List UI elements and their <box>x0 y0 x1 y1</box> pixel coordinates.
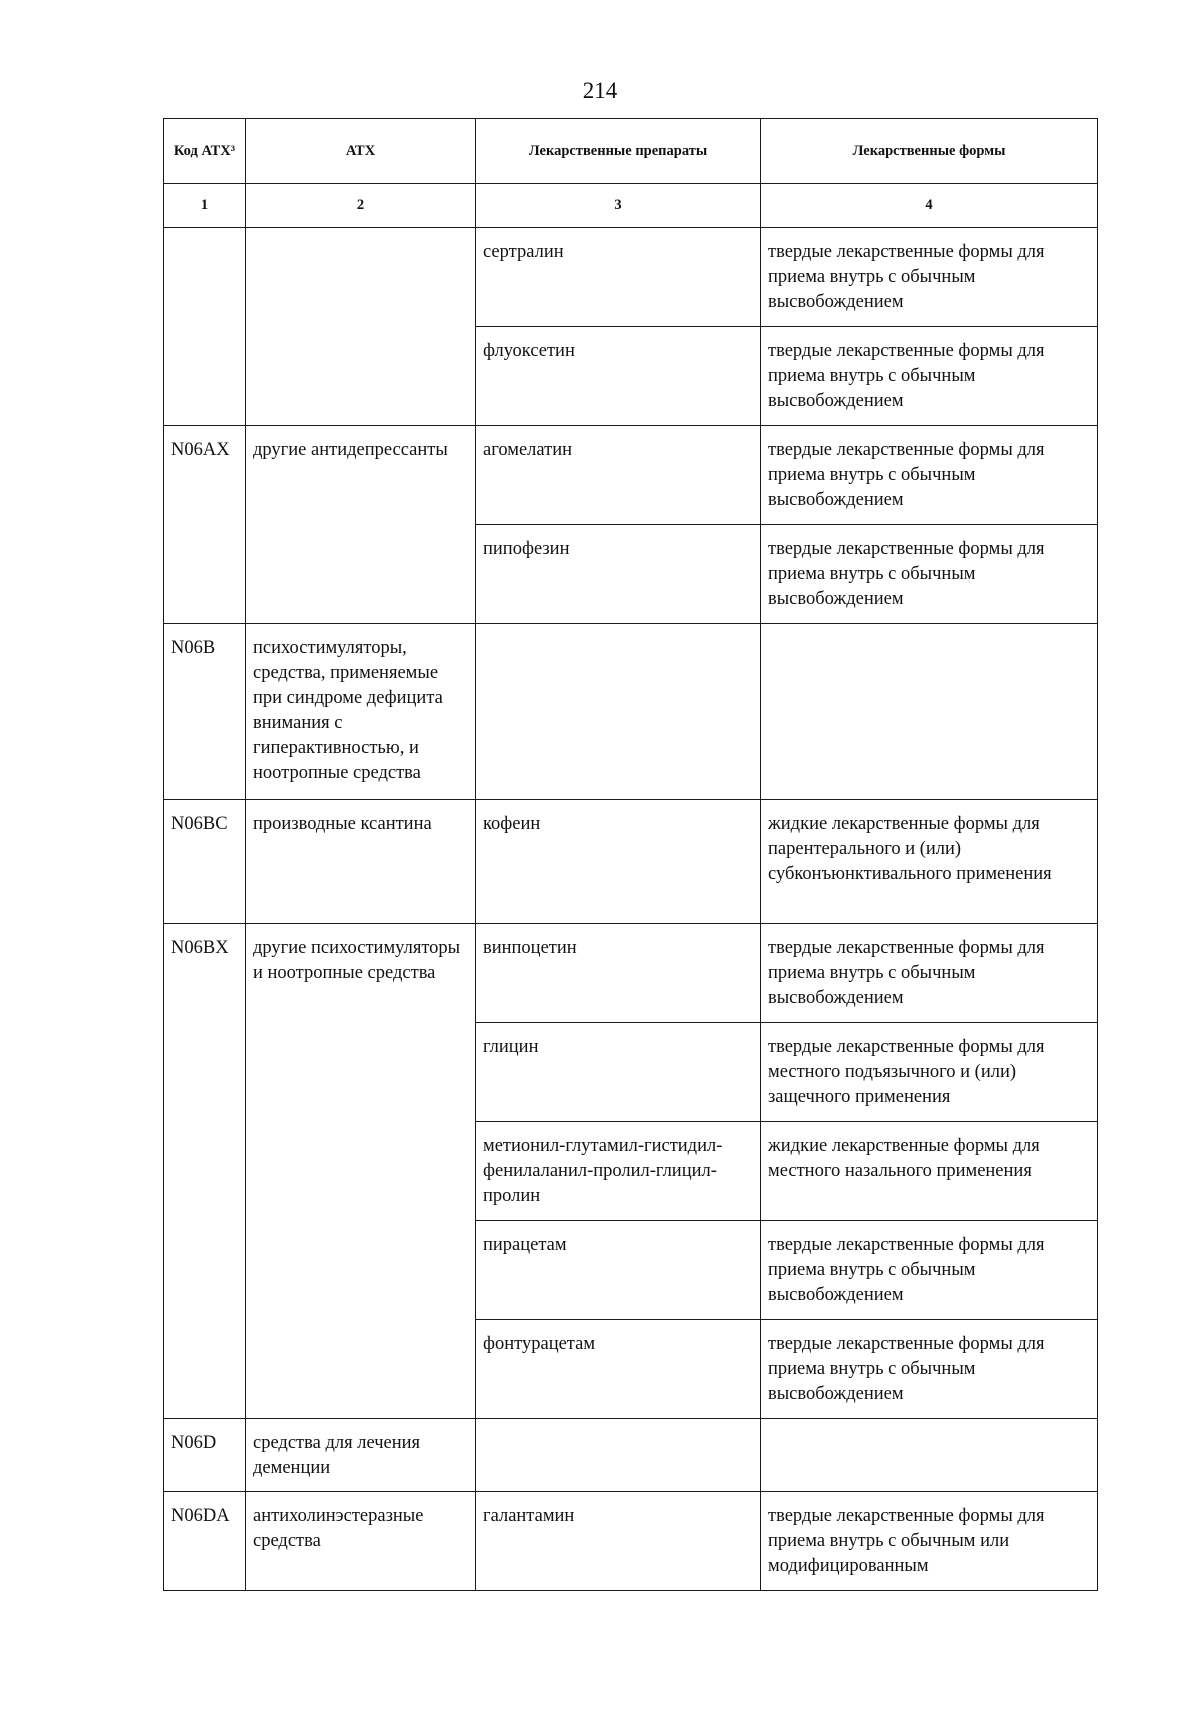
table-row <box>164 1419 1098 1492</box>
drug-cell: сертралин <box>476 228 761 327</box>
atc-cell-empty <box>246 228 476 426</box>
atc-drug-table <box>163 118 1098 1591</box>
drug-cell-empty <box>476 624 761 800</box>
header-code: Код АТХ³ <box>164 119 246 184</box>
form-cell: твердые лекарственные формы для приема внутрь с обычным высвобождением <box>761 1221 1098 1320</box>
drug-cell: фонтурацетам <box>476 1320 761 1419</box>
column-number-3: 3 <box>476 184 761 228</box>
code-cell: N06AX <box>164 426 246 624</box>
form-cell: твердые лекарственные формы для приема внутрь с обычным высвобождением <box>761 327 1098 426</box>
drug-cell: винпоцетин <box>476 924 761 1023</box>
drug-cell: пирацетам <box>476 1221 761 1320</box>
form-cell: твердые лекарственные формы для местного подъязычного и (или) защечного применения <box>761 1023 1098 1122</box>
table-row <box>164 624 1098 800</box>
form-cell: жидкие лекарственные формы для местного назального применения <box>761 1122 1098 1221</box>
form-cell-empty <box>761 1419 1098 1492</box>
table-row <box>164 924 1098 1023</box>
drug-cell: пипофезин <box>476 525 761 624</box>
drug-cell: галантамин <box>476 1492 761 1591</box>
form-cell: твердые лекарственные формы для приема внутрь с обычным высвобождением <box>761 1320 1098 1419</box>
form-cell: твердые лекарственные формы для приема внутрь с обычным высвобождением <box>761 924 1098 1023</box>
table-row <box>164 426 1098 525</box>
atc-cell: антихолинэстеразные средства <box>246 1492 476 1591</box>
drug-cell: кофеин <box>476 800 761 924</box>
atc-cell: другие антидепрессанты <box>246 426 476 624</box>
header-atc: АТХ <box>246 119 476 184</box>
drug-cell: флуоксетин <box>476 327 761 426</box>
drug-cell-empty <box>476 1419 761 1492</box>
table-row <box>164 228 1098 327</box>
form-cell: твердые лекарственные формы для приема внутрь с обычным высвобождением <box>761 426 1098 525</box>
form-cell-empty <box>761 624 1098 800</box>
table-row <box>164 800 1098 924</box>
drug-cell: агомелатин <box>476 426 761 525</box>
table-header-row <box>164 119 1098 184</box>
code-cell: N06DA <box>164 1492 246 1591</box>
code-cell: N06B <box>164 624 246 800</box>
drug-cell: глицин <box>476 1023 761 1122</box>
code-cell-empty <box>164 228 246 426</box>
form-cell: твердые лекарственные формы для приема внутрь с обычным высвобождением <box>761 228 1098 327</box>
atc-cell: средства для лечения деменции <box>246 1419 476 1492</box>
code-cell: N06D <box>164 1419 246 1492</box>
form-cell: твердые лекарственные формы для приема внутрь с обычным высвобождением <box>761 525 1098 624</box>
form-cell: твердые лекарственные формы для приема внутрь с обычным или модифицированным <box>761 1492 1098 1591</box>
column-number-2: 2 <box>246 184 476 228</box>
page-number: 214 <box>582 78 618 103</box>
atc-cell: психостимуляторы, средства, применяемые при синдроме дефицита внимания с гиперактивностью, и ноотропные средства <box>246 624 476 800</box>
atc-cell: другие психостимуляторы и ноотропные средства <box>246 924 476 1419</box>
drug-cell: метионил-глутамил-гистидил-фенилаланил-пролил-глицил-пролин <box>476 1122 761 1221</box>
column-number-1: 1 <box>164 184 246 228</box>
column-number-row <box>164 184 1098 228</box>
code-cell: N06BX <box>164 924 246 1419</box>
header-forms: Лекарственные формы <box>761 119 1098 184</box>
code-cell: N06BC <box>164 800 246 924</box>
table-row <box>164 1492 1098 1591</box>
header-drugs: Лекарственные препараты <box>476 119 761 184</box>
column-number-4: 4 <box>761 184 1098 228</box>
form-cell: жидкие лекарственные формы для парентерального и (или) субконъюнктивального применения <box>761 800 1098 924</box>
atc-cell: производные ксантина <box>246 800 476 924</box>
